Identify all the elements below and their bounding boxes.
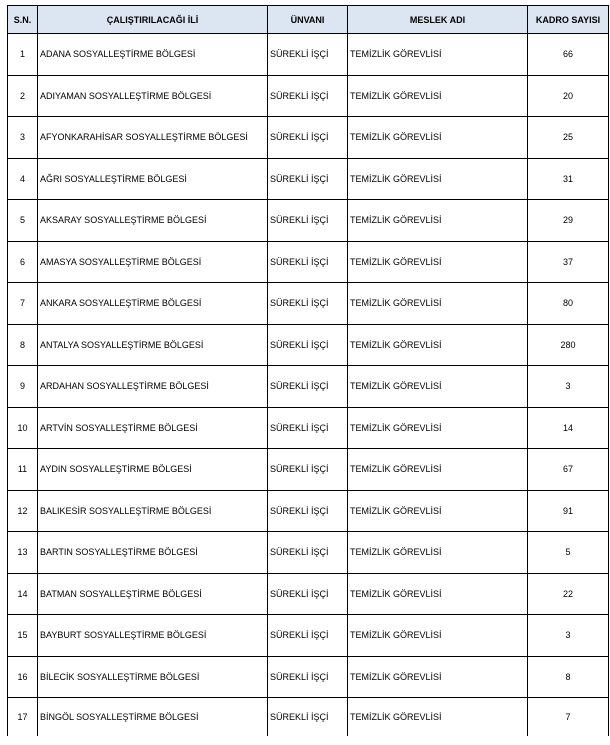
table-row: [8, 449, 609, 491]
cell-il: BARTIN SOSYALLEŞTİRME BÖLGESİ: [38, 532, 268, 574]
cell-il: ANKARA SOSYALLEŞTİRME BÖLGESİ: [38, 283, 268, 325]
cell-unvan: SÜREKLİ İŞÇİ: [268, 158, 348, 200]
cell-unvan: SÜREKLİ İŞÇİ: [268, 117, 348, 159]
cell-kadro: 280: [528, 324, 609, 366]
cell-unvan: SÜREKLİ İŞÇİ: [268, 407, 348, 449]
cell-il: ADIYAMAN SOSYALLEŞTİRME BÖLGESİ: [38, 75, 268, 117]
header-il: ÇALIŞTIRILACAĞI İLİ: [38, 6, 268, 34]
table-row: [8, 366, 609, 408]
table-row: [8, 698, 609, 737]
table-row: [8, 573, 609, 615]
cell-kadro: 25: [528, 117, 609, 159]
cell-sn: 7: [8, 283, 38, 325]
table-row: [8, 75, 609, 117]
cell-sn: 3: [8, 117, 38, 159]
table-row: [8, 407, 609, 449]
cell-unvan: SÜREKLİ İŞÇİ: [268, 449, 348, 491]
cell-meslek: TEMİZLİK GÖREVLİSİ: [348, 75, 528, 117]
cell-meslek: TEMİZLİK GÖREVLİSİ: [348, 241, 528, 283]
cell-meslek: TEMİZLİK GÖREVLİSİ: [348, 698, 528, 737]
table-body: [8, 34, 609, 737]
table-row: [8, 283, 609, 325]
table-row: [8, 241, 609, 283]
table-row: [8, 532, 609, 574]
cell-unvan: SÜREKLİ İŞÇİ: [268, 366, 348, 408]
cell-il: BATMAN SOSYALLEŞTİRME BÖLGESİ: [38, 573, 268, 615]
cell-il: BALIKESİR SOSYALLEŞTİRME BÖLGESİ: [38, 490, 268, 532]
cell-sn: 1: [8, 34, 38, 76]
table-row: [8, 34, 609, 76]
cell-meslek: TEMİZLİK GÖREVLİSİ: [348, 656, 528, 698]
cell-unvan: SÜREKLİ İŞÇİ: [268, 490, 348, 532]
cell-il: ANTALYA SOSYALLEŞTİRME BÖLGESİ: [38, 324, 268, 366]
cell-unvan: SÜREKLİ İŞÇİ: [268, 324, 348, 366]
cell-meslek: TEMİZLİK GÖREVLİSİ: [348, 200, 528, 242]
cell-kadro: 3: [528, 366, 609, 408]
cell-meslek: TEMİZLİK GÖREVLİSİ: [348, 615, 528, 657]
cell-unvan: SÜREKLİ İŞÇİ: [268, 656, 348, 698]
cell-il: BİLECİK SOSYALLEŞTİRME BÖLGESİ: [38, 656, 268, 698]
cell-sn: 10: [8, 407, 38, 449]
cell-kadro: 29: [528, 200, 609, 242]
cell-unvan: SÜREKLİ İŞÇİ: [268, 573, 348, 615]
cell-meslek: TEMİZLİK GÖREVLİSİ: [348, 366, 528, 408]
cell-unvan: SÜREKLİ İŞÇİ: [268, 34, 348, 76]
cell-sn: 16: [8, 656, 38, 698]
cell-unvan: SÜREKLİ İŞÇİ: [268, 615, 348, 657]
cell-meslek: TEMİZLİK GÖREVLİSİ: [348, 490, 528, 532]
cell-kadro: 5: [528, 532, 609, 574]
header-unvan: ÜNVANI: [268, 6, 348, 34]
cell-unvan: SÜREKLİ İŞÇİ: [268, 698, 348, 737]
cell-meslek: TEMİZLİK GÖREVLİSİ: [348, 117, 528, 159]
cell-il: AMASYA SOSYALLEŞTİRME BÖLGESİ: [38, 241, 268, 283]
cell-sn: 8: [8, 324, 38, 366]
cell-meslek: TEMİZLİK GÖREVLİSİ: [348, 158, 528, 200]
cell-sn: 9: [8, 366, 38, 408]
cell-sn: 15: [8, 615, 38, 657]
cell-sn: 13: [8, 532, 38, 574]
cell-kadro: 66: [528, 34, 609, 76]
cell-kadro: 31: [528, 158, 609, 200]
cell-kadro: 8: [528, 656, 609, 698]
cell-unvan: SÜREKLİ İŞÇİ: [268, 241, 348, 283]
table-row: [8, 656, 609, 698]
table-row: [8, 615, 609, 657]
cell-il: BAYBURT SOSYALLEŞTİRME BÖLGESİ: [38, 615, 268, 657]
cell-sn: 12: [8, 490, 38, 532]
cell-kadro: 3: [528, 615, 609, 657]
cell-unvan: SÜREKLİ İŞÇİ: [268, 532, 348, 574]
cell-meslek: TEMİZLİK GÖREVLİSİ: [348, 532, 528, 574]
cell-kadro: 14: [528, 407, 609, 449]
cell-sn: 6: [8, 241, 38, 283]
cell-meslek: TEMİZLİK GÖREVLİSİ: [348, 407, 528, 449]
cell-il: ARTVİN SOSYALLEŞTİRME BÖLGESİ: [38, 407, 268, 449]
cell-unvan: SÜREKLİ İŞÇİ: [268, 200, 348, 242]
cell-meslek: TEMİZLİK GÖREVLİSİ: [348, 34, 528, 76]
cell-sn: 17: [8, 698, 38, 737]
cell-sn: 14: [8, 573, 38, 615]
cell-sn: 11: [8, 449, 38, 491]
cell-il: AKSARAY SOSYALLEŞTİRME BÖLGESİ: [38, 200, 268, 242]
table-row: [8, 324, 609, 366]
header-sn: S.N.: [8, 6, 38, 34]
cell-unvan: SÜREKLİ İŞÇİ: [268, 75, 348, 117]
cell-il: ADANA SOSYALLEŞTİRME BÖLGESİ: [38, 34, 268, 76]
cell-kadro: 37: [528, 241, 609, 283]
cell-kadro: 91: [528, 490, 609, 532]
cell-kadro: 22: [528, 573, 609, 615]
table-header-row: [8, 6, 609, 34]
cell-kadro: 20: [528, 75, 609, 117]
cell-unvan: SÜREKLİ İŞÇİ: [268, 283, 348, 325]
cell-il: ARDAHAN SOSYALLEŞTİRME BÖLGESİ: [38, 366, 268, 408]
cell-il: BİNGÖL SOSYALLEŞTİRME BÖLGESİ: [38, 698, 268, 737]
cell-meslek: TEMİZLİK GÖREVLİSİ: [348, 573, 528, 615]
cell-sn: 4: [8, 158, 38, 200]
cell-meslek: TEMİZLİK GÖREVLİSİ: [348, 449, 528, 491]
cell-meslek: TEMİZLİK GÖREVLİSİ: [348, 283, 528, 325]
table-row: [8, 117, 609, 159]
kadro-table: [7, 5, 609, 736]
header-kadro: KADRO SAYISI: [528, 6, 609, 34]
cell-sn: 2: [8, 75, 38, 117]
cell-kadro: 80: [528, 283, 609, 325]
cell-kadro: 67: [528, 449, 609, 491]
cell-kadro: 7: [528, 698, 609, 737]
table-row: [8, 490, 609, 532]
cell-sn: 5: [8, 200, 38, 242]
cell-il: AFYONKARAHİSAR SOSYALLEŞTİRME BÖLGESİ: [38, 117, 268, 159]
cell-il: AYDIN SOSYALLEŞTİRME BÖLGESİ: [38, 449, 268, 491]
cell-il: AĞRI SOSYALLEŞTİRME BÖLGESİ: [38, 158, 268, 200]
header-meslek: MESLEK ADI: [348, 6, 528, 34]
table-row: [8, 158, 609, 200]
table-row: [8, 200, 609, 242]
cell-meslek: TEMİZLİK GÖREVLİSİ: [348, 324, 528, 366]
